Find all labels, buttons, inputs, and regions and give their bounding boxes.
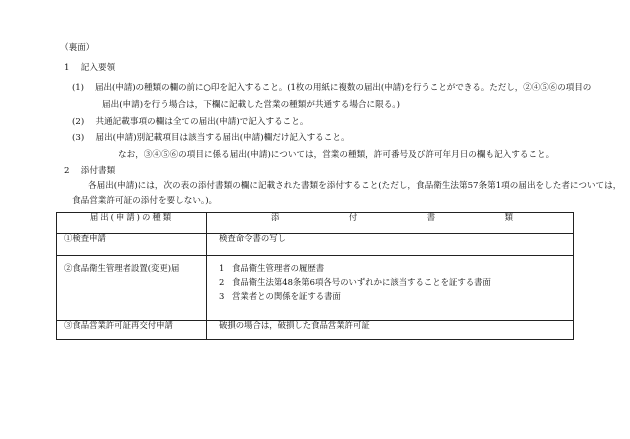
attachments-paragraph-line-2: 食品営業許可証の添付を要しない。)。	[72, 196, 218, 206]
instruction-3: (3) 届出(申請)別記載項目は該当する届出(申請)欄だけ記入すること。	[72, 133, 350, 143]
table-row	[57, 256, 574, 321]
attachments-paragraph-line-1: 各届出(申請)には，次の表の添付書類の欄に記載された書類を添付すること(ただし，食品衛生法第57条第1項の届出をした者については，	[88, 181, 622, 191]
header-attached-docs	[207, 213, 574, 234]
row-attached-doc: 検査命令書の写し	[207, 234, 574, 256]
doc-list-number: 2	[219, 277, 225, 287]
attachments-table	[56, 212, 574, 340]
doc-list-text: 食品衛生管理者の履歴書	[232, 263, 325, 273]
section-2-heading: 2 添付書類	[64, 166, 116, 176]
header-doc-char: 書	[426, 212, 436, 222]
instruction-note: なお，③④⑤⑥の項目に係る届出(申請)については，営業の種類，許可番号及び許可年月日の欄も記入すること。	[118, 150, 555, 160]
doc-list-text: 営業者との関係を証する書面	[232, 291, 341, 301]
table-header-row	[57, 213, 574, 234]
doc-list-item	[219, 292, 573, 306]
doc-list-item	[219, 278, 573, 292]
doc-list-text: 食品衛生法第48条第6項各号のいずれかに該当することを証する書面	[232, 277, 491, 287]
header-doc-char: 類	[504, 212, 513, 222]
row-request-type: ①検査申請	[57, 234, 207, 256]
section-1-heading: 1 記入要領	[64, 63, 116, 73]
instruction-2: (2) 共通記載事項の欄は全ての届出(申請)で記入すること。	[72, 117, 309, 127]
doc-list-number: 3	[219, 291, 225, 301]
instruction-1-line-2: 届出(申請)を行う場合は，下欄に記載した営業の種類が共通する場合に限る。)	[102, 100, 400, 110]
row-request-type: ②食品衛生管理者設置(変更)届	[57, 256, 207, 321]
header-doc-char: 添	[271, 212, 280, 222]
back-side-label: （裏面）	[60, 43, 95, 53]
table-row	[57, 321, 574, 340]
instruction-1-line-1: (1) 届出(申請)の種類の欄の前に○印を記入すること。(1枚の用紙に複数の届出(申請)を行うことができる。ただし，②④⑤⑥の項目の	[72, 83, 592, 93]
row-request-type: ③食品営業許可証再交付申請	[57, 321, 207, 340]
row-attached-docs-list	[207, 256, 574, 321]
table-row	[57, 234, 574, 256]
header-request-type: 届出(申請)の種類	[57, 213, 207, 234]
doc-list-item	[219, 264, 573, 278]
row-attached-doc: 破損の場合は，破損した食品営業許可証	[207, 321, 574, 340]
doc-list-number: 1	[219, 263, 225, 273]
header-doc-char: 付	[348, 212, 358, 222]
